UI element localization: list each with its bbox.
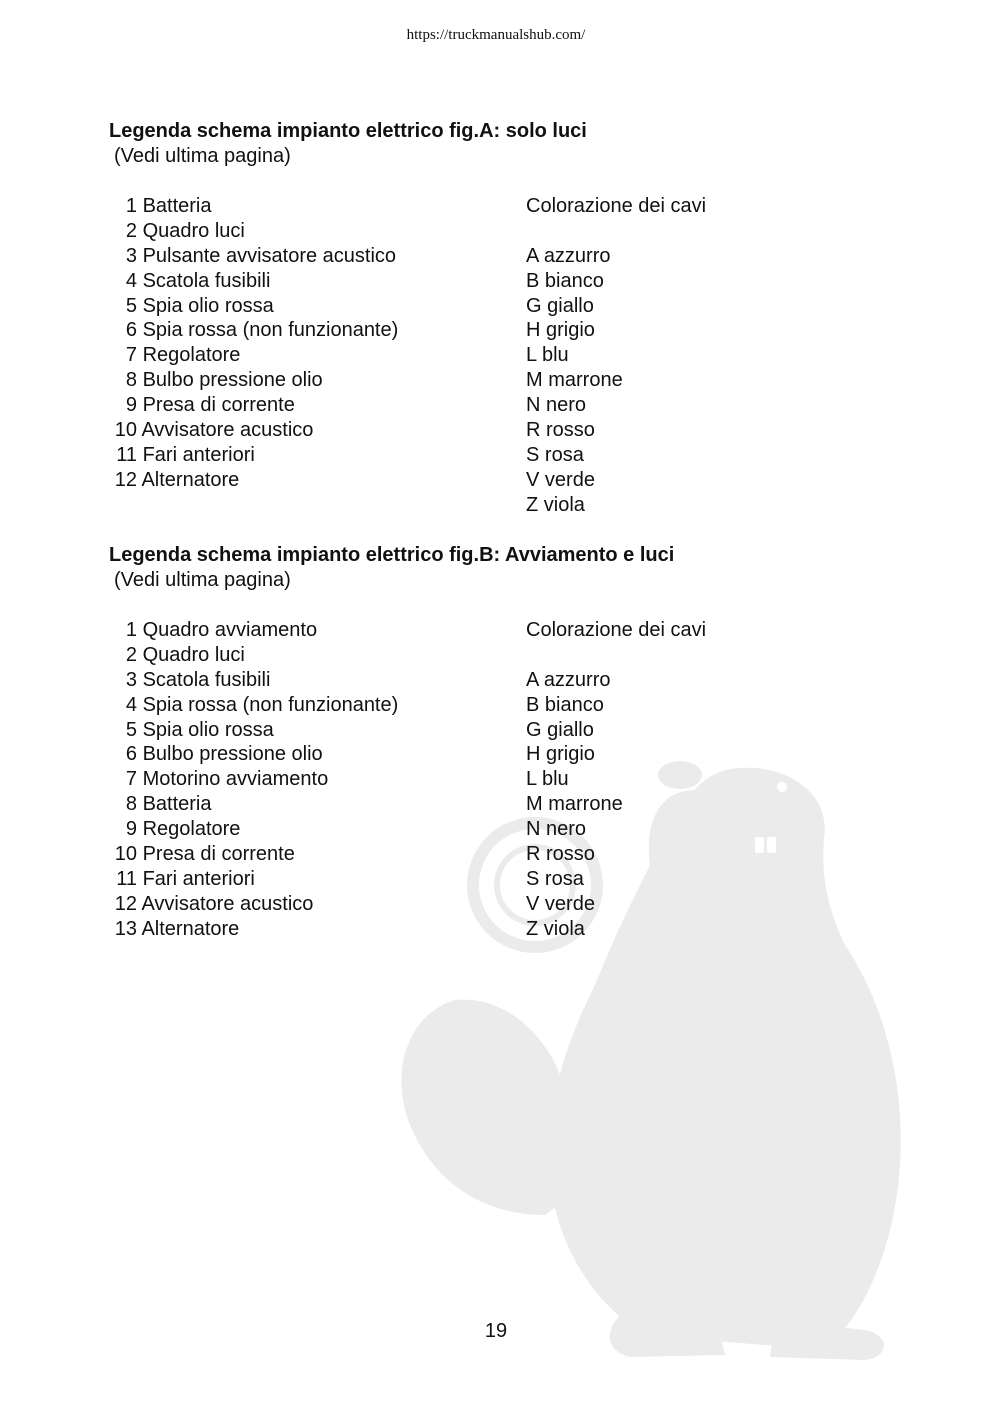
list-item: 7 Motorino avviamento <box>125 768 329 791</box>
list-item: 6 Bulbo pressione olio <box>125 743 323 766</box>
list-item: Z viola <box>526 917 585 940</box>
list-item: M marrone <box>526 369 623 392</box>
list-item: B bianco <box>526 693 604 716</box>
list-item: N nero <box>526 818 587 841</box>
list-item: 5 Spia olio rossa <box>125 718 274 741</box>
list-item: R rosso <box>526 419 595 442</box>
list-item: H grigio <box>526 319 595 342</box>
component-list <box>109 618 519 942</box>
legend-title: Legenda schema impianto elettrico fig.B: Avviamento e luci <box>109 544 675 566</box>
list-item: V verde <box>526 468 595 491</box>
list-item: 9 Regolatore <box>125 818 241 841</box>
list-item: 11 Fari anteriori <box>116 443 255 466</box>
list-item: 6 Spia rossa (non funzionante) <box>125 319 399 342</box>
list-item: S rosa <box>526 867 584 890</box>
wire-color-list <box>526 618 846 942</box>
list-item: B bianco <box>526 269 604 292</box>
list-item: A azzurro <box>526 244 611 267</box>
list-item: 4 Spia rossa (non funzionante) <box>125 693 399 716</box>
legend-subtitle: (Vedi ultima pagina) <box>114 145 291 167</box>
header-url: https://truckmanualshub.com/ <box>406 27 586 43</box>
list-item: A azzurro <box>526 668 611 691</box>
wire-color-list <box>526 194 846 518</box>
list-item: 13 Alternatore <box>114 917 240 940</box>
list-item: L blu <box>526 344 569 367</box>
legend-title: Legenda schema impianto elettrico fig.A: solo luci <box>109 120 587 142</box>
wire-color-heading: Colorazione dei cavi <box>526 619 707 641</box>
list-item: 7 Regolatore <box>125 344 241 367</box>
list-item: 10 Presa di corrente <box>114 843 295 866</box>
legend-section-a <box>109 119 909 516</box>
list-item: 12 Alternatore <box>114 468 240 491</box>
list-item: 1 Quadro avviamento <box>125 619 318 641</box>
list-item: G giallo <box>526 718 594 741</box>
list-item: 2 Quadro luci <box>125 219 245 242</box>
list-item: 1 Batteria <box>125 195 212 217</box>
list-item: N nero <box>526 394 587 417</box>
legend-section-b <box>109 543 909 940</box>
list-item: V verde <box>526 892 595 915</box>
list-item: 11 Fari anteriori <box>116 867 255 890</box>
list-item: 9 Presa di corrente <box>125 394 295 417</box>
list-item: 8 Bulbo pressione olio <box>125 369 323 392</box>
list-item: 10 Avvisatore acustico <box>114 419 314 442</box>
wire-color-heading: Colorazione dei cavi <box>526 195 707 217</box>
list-item: 5 Spia olio rossa <box>125 294 274 317</box>
list-item: M marrone <box>526 793 623 816</box>
list-item: Z viola <box>526 493 585 516</box>
page-number: 19 <box>484 1320 508 1342</box>
list-item: 12 Avvisatore acustico <box>114 892 314 915</box>
component-list <box>109 194 519 493</box>
list-item: 2 Quadro luci <box>125 643 245 666</box>
legend-subtitle: (Vedi ultima pagina) <box>114 569 291 591</box>
list-item: R rosso <box>526 843 595 866</box>
list-item: L blu <box>526 768 569 791</box>
list-item: G giallo <box>526 294 594 317</box>
list-item: 4 Scatola fusibili <box>125 269 271 292</box>
list-item: 3 Pulsante avvisatore acustico <box>125 244 397 267</box>
list-item: H grigio <box>526 743 595 766</box>
list-item: 8 Batteria <box>125 793 212 816</box>
list-item: 3 Scatola fusibili <box>125 668 271 691</box>
list-item: S rosa <box>526 443 584 466</box>
